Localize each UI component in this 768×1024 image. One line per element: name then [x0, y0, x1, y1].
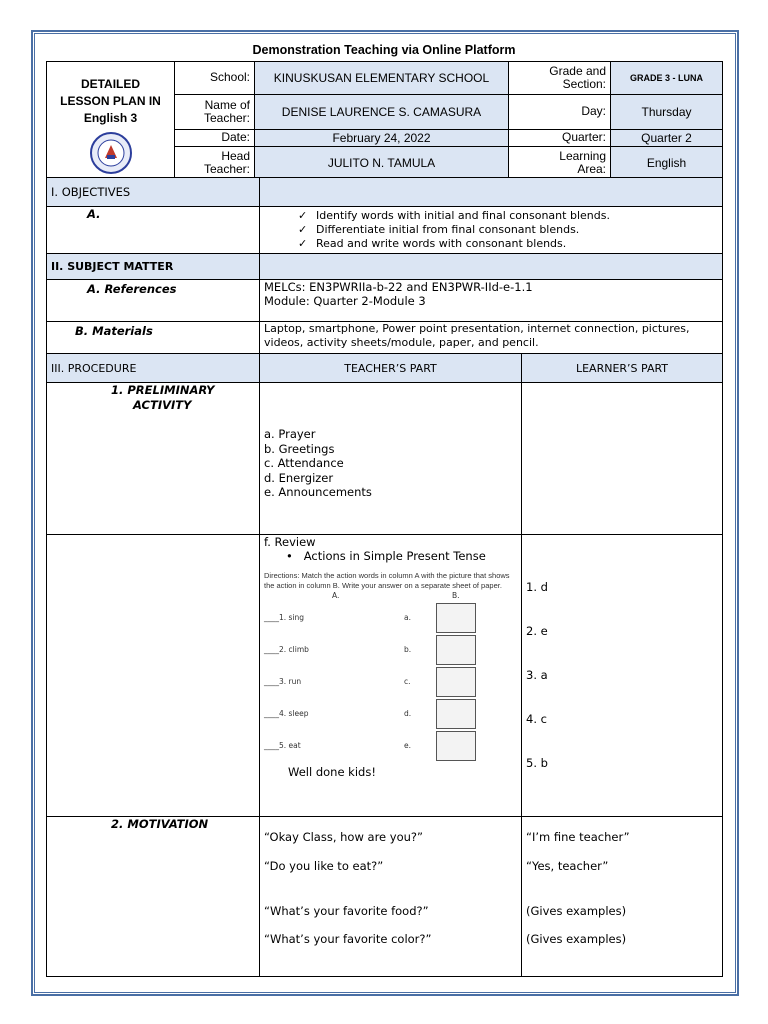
- lesson-plan-title-line3: English 3: [83, 111, 138, 125]
- objective-item: ✓ Differentiate initial from final consonant blends.: [316, 223, 718, 237]
- objectives-list: [290, 209, 718, 251]
- lesson-plan-title-cell: [47, 62, 175, 181]
- header-table: [46, 61, 723, 181]
- document-title: Demonstration Teaching via Online Platform: [252, 43, 516, 57]
- step-item: c. Attendance: [264, 456, 344, 470]
- learner-line: “I’m fine teacher”: [526, 830, 630, 844]
- teacher-line: “Okay Class, how are you?”: [264, 830, 423, 844]
- day-label: Day:: [509, 94, 611, 129]
- review-directions: Directions: Match the action words in column A with the picture that shows the action in column B. Write your answer on a separate sheet of paper.: [264, 571, 510, 590]
- action-picture: [436, 731, 476, 761]
- school-value: KINUSKUSAN ELEMENTARY SCHOOL: [255, 62, 509, 95]
- match-item: ____2. climb b.: [264, 635, 517, 667]
- step-item: d. Energizer: [264, 470, 334, 485]
- step-item: e. Announcements: [264, 485, 372, 499]
- procedure-heading: III. PROCEDURE: [47, 354, 260, 383]
- match-item: ____1. sing a.: [264, 603, 517, 635]
- answer-item: 4. c: [526, 712, 547, 726]
- answer-item: 1. d: [526, 580, 548, 594]
- action-picture: [436, 635, 476, 665]
- review-cell: [260, 535, 522, 817]
- head-teacher-value: JULITO N. TAMULA: [255, 146, 509, 180]
- school-label: School:: [175, 62, 255, 95]
- learners-part-header: LEARNER’S PART: [522, 354, 723, 383]
- lesson-plan-title-line2: LESSON PLAN IN: [60, 94, 161, 108]
- teacher-line: “Do you like to eat?”: [264, 859, 384, 873]
- preliminary-activity-label: 1. PRELIMINARY ACTIVITY: [47, 383, 260, 535]
- teacher-label: Name of Teacher:: [175, 94, 255, 129]
- objectives-list-cell: [260, 207, 723, 254]
- day-value: Thursday: [611, 94, 723, 129]
- preliminary-steps-list: [264, 427, 517, 500]
- motivation-teacher-cell: [260, 817, 522, 977]
- step-item: b. Greetings: [264, 441, 335, 456]
- answer-item: 5. b: [526, 756, 548, 770]
- review-answers-cell: [522, 535, 723, 817]
- date-value: February 24, 2022: [255, 129, 509, 146]
- subject-matter-heading: II. SUBJECT MATTER: [47, 254, 260, 280]
- grade-label: Grade and Section:: [509, 62, 611, 95]
- preliminary-steps-cell: [260, 383, 522, 535]
- column-b-label: B.: [452, 591, 460, 600]
- quarter-label: Quarter:: [509, 129, 611, 146]
- motivation-learner-cell: [522, 817, 723, 977]
- learning-area-value: English: [611, 146, 723, 180]
- action-picture: [436, 667, 476, 697]
- objectives-label: A.: [47, 207, 260, 254]
- column-a-label: A.: [332, 591, 340, 600]
- grade-value: GRADE 3 - LUNA: [611, 62, 723, 95]
- deped-seal-logo: [81, 131, 141, 175]
- action-picture: [436, 603, 476, 633]
- objective-item: ✓ Read and write words with consonant blends.: [316, 237, 718, 251]
- materials-label: B. Materials: [47, 322, 260, 354]
- review-label: f. Review: [264, 535, 316, 549]
- well-done-text: Well done kids!: [288, 765, 376, 779]
- date-label: Date:: [175, 129, 255, 146]
- objective-item: ✓ Identify words with initial and final consonant blends.: [316, 209, 718, 223]
- objectives-heading: I. OBJECTIVES: [47, 178, 260, 207]
- learner-line: (Gives examples): [526, 904, 627, 918]
- materials-value: Laptop, smartphone, Power point presentation, internet connection, pictures, videos, activity sheets/module, paper, and pencil.: [260, 322, 723, 354]
- motivation-label: 2. MOTIVATION: [47, 817, 260, 977]
- answer-item: 3. a: [526, 668, 548, 682]
- lesson-table: [46, 177, 723, 977]
- references-label: A. References: [47, 280, 260, 322]
- lesson-plan-title-line1: DETAILED: [80, 77, 141, 91]
- match-item: ____3. run c.: [264, 667, 517, 699]
- references-value: MELCs: EN3PWRIIa-b-22 and EN3PWR-IId-e-1.1 Module: Quarter 2-Module 3: [260, 280, 723, 322]
- match-item: ____4. sleep d.: [264, 699, 517, 731]
- quarter-value: Quarter 2: [611, 129, 723, 146]
- teachers-part-header: TEACHER’S PART: [260, 354, 522, 383]
- step-item: a. Prayer: [264, 427, 316, 441]
- review-bullet: • Actions in Simple Present Tense: [286, 549, 486, 563]
- teacher-line: “What’s your favorite food?”: [264, 904, 429, 918]
- answer-item: 2. e: [526, 624, 548, 638]
- teacher-value: DENISE LAURENCE S. CAMASURA: [255, 94, 509, 129]
- match-item: ____5. eat e.: [264, 731, 517, 763]
- action-picture: [436, 699, 476, 729]
- teacher-line: “What’s your favorite color?”: [264, 932, 432, 946]
- learner-line: “Yes, teacher”: [526, 859, 609, 873]
- learning-area-label: Learning Area:: [509, 146, 611, 180]
- head-teacher-label: Head Teacher:: [175, 146, 255, 180]
- learner-line: (Gives examples): [526, 932, 627, 946]
